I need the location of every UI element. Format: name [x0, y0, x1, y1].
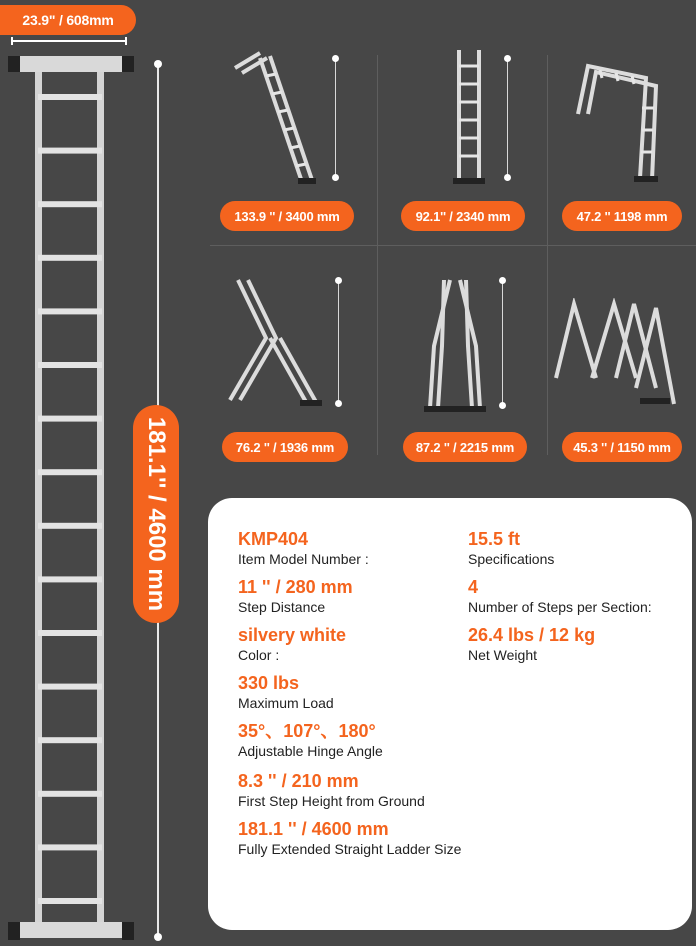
config-f-label: 45.3 '' / 1150 mm — [562, 432, 682, 462]
ladder-rung — [38, 630, 102, 636]
grid-divider — [547, 55, 548, 455]
grid-divider — [377, 55, 378, 455]
ladder-rung — [38, 308, 102, 314]
config-e-ladder-icon — [420, 276, 490, 416]
ladder-rung — [38, 94, 102, 100]
ladder-rung — [38, 737, 102, 743]
config-a-ladder-icon — [230, 48, 350, 190]
config-c-label: 47.2 '' 1198 mm — [562, 201, 682, 231]
ladder-rung — [38, 523, 102, 529]
ladder-rung — [38, 255, 102, 261]
ladder-rung — [38, 898, 102, 904]
ladder-rung — [38, 791, 102, 797]
ladder-rung — [38, 416, 102, 422]
config-f-ladder-icon — [552, 298, 692, 410]
specifications-card — [208, 498, 692, 930]
straight-ladder-image — [8, 52, 134, 942]
ladder-height-badge: 181.1'' / 4600 mm — [133, 405, 179, 623]
spec-weight: 26.4 lbs / 12 kg Net Weight — [468, 625, 596, 663]
spec-hinge: 35°、107°、180° Adjustable Hinge Angle — [238, 721, 383, 759]
spec-load: 330 lbs Maximum Load — [238, 673, 334, 711]
ladder-width-badge: 23.9" / 608mm — [0, 5, 136, 35]
config-e-height-line — [502, 280, 503, 406]
spec-steps: 4 Number of Steps per Section: — [468, 577, 652, 615]
dimension-dot-bottom — [154, 933, 162, 941]
config-a-height-line — [335, 58, 336, 178]
config-b-label: 92.1'' / 2340 mm — [401, 201, 525, 231]
config-c-ladder-icon — [572, 58, 672, 188]
spec-step-distance: 11 '' / 280 mm Step Distance — [238, 577, 353, 615]
spec-extended: 181.1 '' / 4600 mm Fully Extended Straight Ladder Size — [238, 819, 462, 857]
ladder-rung — [38, 684, 102, 690]
config-d-label: 76.2 '' / 1936 mm — [222, 432, 348, 462]
config-e-label: 87.2 '' / 2215 mm — [403, 432, 527, 462]
config-d-ladder-icon — [226, 278, 326, 412]
grid-divider — [210, 245, 696, 246]
dimension-dot-top — [154, 60, 162, 68]
ladder-rung — [38, 576, 102, 582]
config-d-height-line — [338, 280, 339, 404]
ladder-rung — [38, 148, 102, 154]
config-b-ladder-icon — [445, 48, 495, 188]
spec-size: 15.5 ft Specifications — [468, 529, 555, 567]
spec-first-step: 8.3 '' / 210 mm First Step Height from Ground — [238, 771, 425, 809]
ladder-rung — [38, 362, 102, 368]
spec-model: KMP404 Item Model Number : — [238, 529, 369, 567]
ladder-rung — [38, 844, 102, 850]
ladder-rung — [38, 469, 102, 475]
config-a-label: 133.9 '' / 3400 mm — [220, 201, 354, 231]
spec-color: silvery white Color : — [238, 625, 347, 663]
config-b-height-line — [507, 58, 508, 178]
ladder-rung — [38, 201, 102, 207]
ladder-width-dimension-line — [11, 40, 127, 42]
